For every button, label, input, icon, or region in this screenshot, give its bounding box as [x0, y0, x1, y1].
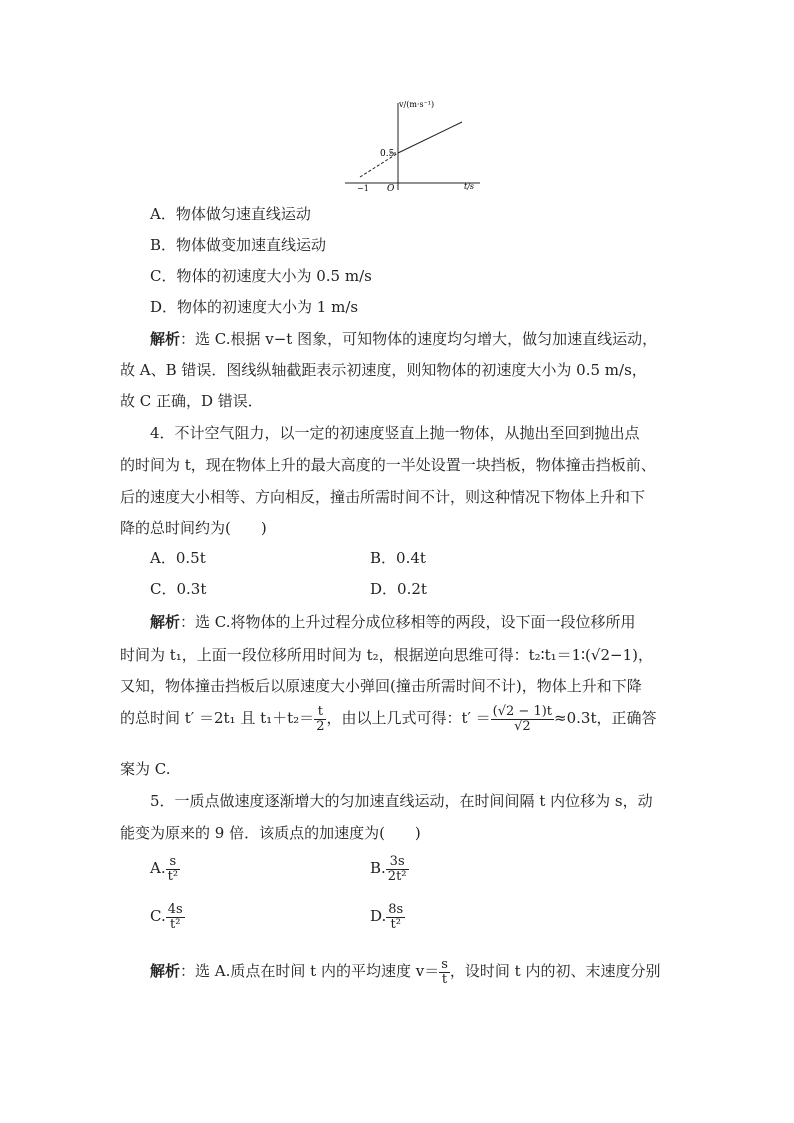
q5-option-a [150, 855, 180, 883]
y-intercept-label: 0.5 [380, 149, 395, 159]
q4-stem-line-2: 的时间为 t，现在物体上升的最大高度的一半处设置一块挡板，物体撞击挡板前、 [120, 456, 656, 474]
velocity-line [398, 122, 462, 153]
fraction-numerator: s [166, 855, 180, 870]
analysis-label: 解析 [150, 330, 181, 348]
option-fraction [166, 903, 185, 931]
fraction-total-time [491, 705, 554, 733]
option-fraction [386, 903, 405, 931]
option-letter: A. [150, 859, 166, 878]
q3-option-b: B．物体做变加速直线运动 [150, 236, 327, 254]
fraction-denominator: t [441, 971, 448, 987]
q3-option-a: A．物体做匀速直线运动 [150, 205, 311, 223]
q4-option-c: C．0.3t [150, 580, 207, 598]
fraction-denominator: √2 [514, 718, 531, 734]
vt-graph [340, 95, 490, 195]
origin-label: O [387, 184, 395, 194]
fraction-numerator: s [441, 957, 448, 972]
q5-option-b [370, 855, 409, 883]
q4-option-a: A．0.5t [150, 549, 206, 567]
q4-analysis-line-5: 案为 C. [120, 760, 171, 778]
option-fraction [166, 855, 180, 883]
option-letter: C. [150, 907, 166, 926]
q3-option-d: D．物体的初速度大小为 1 m/s [150, 298, 359, 316]
q4-analysis-line-4 [120, 705, 656, 733]
q5-stem-line-1: 5．一质点做速度逐渐增大的匀加速直线运动，在时间间隔 t 内位移为 s，动 [150, 792, 653, 810]
fraction-numerator: 8s [388, 902, 404, 917]
q4-option-d: D．0.2t [370, 580, 427, 598]
q5-option-d [370, 903, 405, 931]
fraction-denominator: 2 [316, 718, 325, 734]
q5-analysis-line-1 [150, 958, 660, 986]
q3-option-c: C．物体的初速度大小为 0.5 m/s [150, 267, 372, 285]
option-fraction [386, 855, 409, 883]
q4-analysis-text-1: ：选 C.将物体的上升过程分成位移相等的两段，设下面一段位移所用 [180, 613, 636, 631]
q4-stem-line-1: 4．不计空气阻力，以一定的初速度竖直上抛一物体，从抛出至回到抛出点 [150, 424, 640, 442]
option-letter: B. [370, 859, 386, 878]
fraction-denominator: t² [167, 868, 179, 884]
q5-analysis-text-a: ：选 A.质点在时间 t 内的平均速度 v＝ [180, 962, 440, 981]
q4-option-b: B．0.4t [370, 549, 426, 567]
x-intercept-label: −1 [357, 184, 369, 193]
y-axis-label: v/(m·s⁻¹) [399, 100, 435, 109]
fraction-numerator: 3s [386, 855, 409, 870]
q4-stem-line-3: 后的速度大小相等、方向相反，撞击所需时间不计，则这种情况下物体上升和下 [120, 488, 646, 506]
q3-analysis-text-1: ：选 C.根据 v−t 图象，可知物体的速度均匀增大，做匀加速直线运动， [180, 330, 658, 348]
q4-analysis-text-4b: ，由以上几式可得：t′ ＝ [326, 709, 491, 728]
q3-analysis-line-2: 故 A、B 错误．图线纵轴截距表示初速度，则知物体的初速度大小为 0.5 m/s， [120, 361, 647, 379]
q4-analysis-line-1 [150, 611, 636, 632]
fraction-numerator: (√2 − 1)t [492, 704, 553, 719]
q4-analysis-line-3: 又知，物体撞击挡板后以原速度大小弹回(撞击所需时间不计)，物体上升和下降 [120, 677, 642, 695]
q4-analysis-text-4c: ≈0.3t，正确答 [554, 709, 657, 728]
analysis-label: 解析 [150, 962, 181, 981]
q4-stem-line-4: 降的总时间约为( ) [120, 519, 267, 537]
fraction-numerator: 4s [167, 902, 183, 917]
fraction-t-over-2 [314, 705, 326, 733]
fraction-denominator: 2t² [387, 868, 407, 884]
fraction-numerator: t [314, 705, 326, 720]
q3-analysis-line-3: 故 C 正确，D 错误． [120, 392, 263, 410]
q5-option-c [150, 903, 185, 931]
fraction-denominator: t² [390, 916, 401, 932]
q3-analysis-line-1 [150, 328, 657, 349]
x-axis-label: t/s [464, 182, 475, 191]
q5-stem-line-2: 能变为原来的 9 倍．该质点的加速度为( ) [120, 824, 421, 842]
fraction-denominator: t² [169, 916, 181, 932]
fraction-s-over-t [439, 958, 450, 986]
q4-analysis-text-4a: 的总时间 t′ ＝2t₁ 且 t₁＋t₂＝ [120, 709, 315, 728]
option-letter: D. [370, 907, 387, 926]
q4-analysis-line-2: 时间为 t₁，上面一段位移所用时间为 t₂，根据逆向思维可得：t₂∶t₁＝1∶(√2−1)， [120, 646, 653, 664]
analysis-label: 解析 [150, 613, 181, 631]
q5-analysis-text-b: ，设时间 t 内的初、末速度分别 [449, 962, 661, 981]
